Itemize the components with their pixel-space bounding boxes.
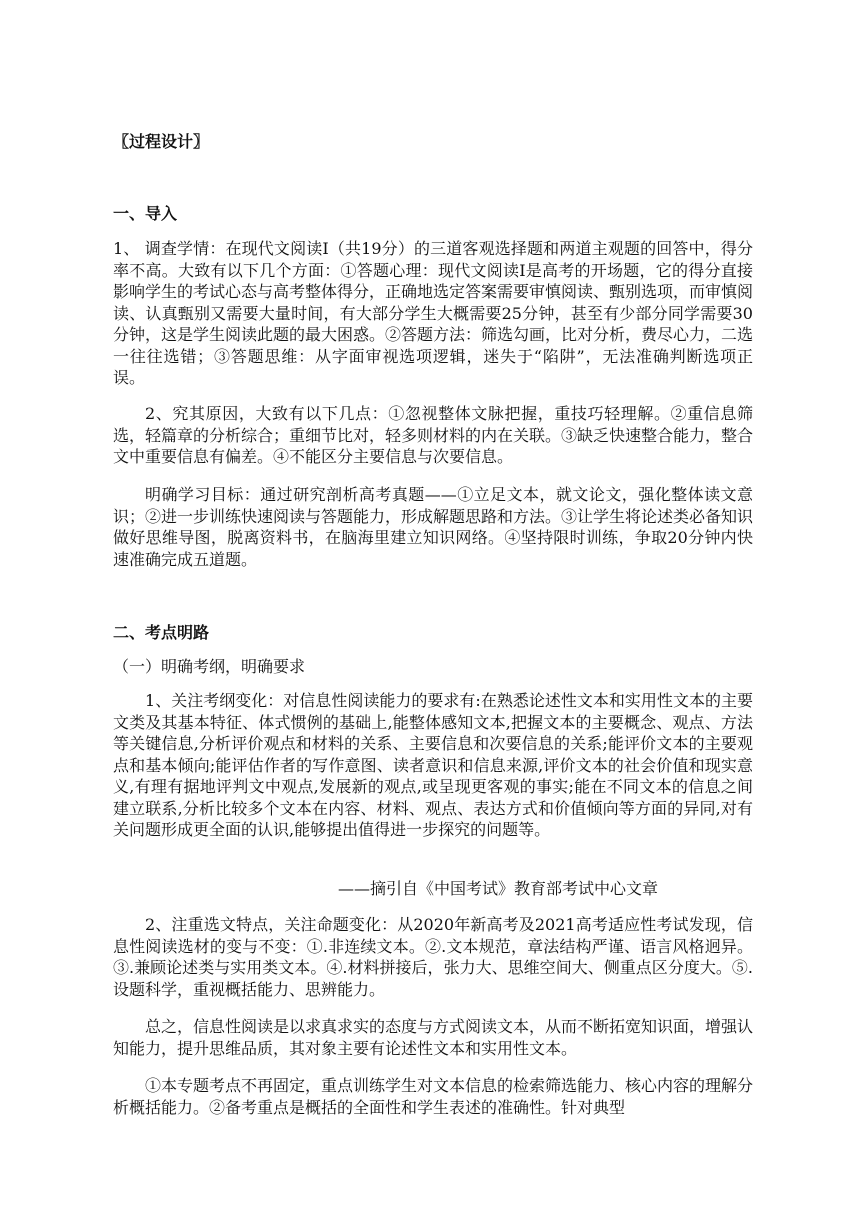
section-title: 〖过程设计〗 (113, 132, 210, 151)
part2-paragraph-1: 1、关注考纲变化：对信息性阅读能力的要求有:在熟悉论述性文本和实用性文本的主要文类及其基本特征、体式惯例的基础上,能整体感知文本,把握文本的主要概念、观点、方法等关键信息,分析评价观点和材料的关系、主要信息和次要信息的关系;能评价文本的主要观点和基本倾向;能评估作者的写作意图、读者意识和信息来源,评价文本的社会价值和现实意义,有理有据地评判文中观点,发展新的观点,或呈现更客观的事实;能在不同文本的信息之间建立联系,分析比较多个文本在内容、材料、观点、表达方式和价值倾向等方面的异同,对有关问题形成更全面的认识,能够提出值得进一步探究的问题等。 (113, 691, 753, 839)
part1-paragraph-2: 2、究其原因，大致有以下几点：①忽视整体文脉把握，重技巧轻理解。②重信息筛选，轻篇章的分析综合；重细节比对，轻多则材料的内在关联。③缺乏快速整合能力，整合文中重要信息有偏差。④不能区分主要信息与次要信息。 (113, 404, 754, 466)
part2-paragraph-3: 总之，信息性阅读是以求真求实的态度与方式阅读文本，从而不断拓宽知识面，增强认知能力，提升思维品质，其对象主要有论述性文本和实用性文本。 (113, 1017, 754, 1058)
part1-heading: 一、导入 (113, 204, 178, 223)
part2-subheading: （一）明确考纲，明确要求 (113, 657, 306, 676)
part2-paragraph-2: 2、注重选文特点，关注命题变化：从2020年新高考及2021高考适应性考试发现，信息性阅读选材的变与不变：①.非连续文本。②.文本规范，章法结构严谨、语言风格迥异。③.兼顾论述类与实用类文本。④.材料拼接后，张力大、思维空间大、侧重点区分度大。⑤.设题科学，重视概括能力、思辨能力。 (113, 915, 753, 999)
citation: ——摘引自《中国考试》教育部考试中心文章 (337, 879, 658, 898)
part2-heading: 二、考点明路 (113, 623, 210, 642)
part2-paragraph-4: ①本专题考点不再固定，重点训练学生对文本信息的检索筛选能力、核心内容的理解分析概括能力。②备考重点是概括的全面性和学生表述的准确性。针对典型 (113, 1076, 754, 1117)
part1-paragraph-1: 1、 调查学情：在现代文阅读Ⅰ（共19分）的三道客观选择题和两道主观题的回答中，得分率不高。大致有以下几个方面：①答题心理：现代文阅读Ⅰ是高考的开场题，它的得分直接影响学生的考试心态与高考整体得分，正确地选定答案需要审慎阅读、甄别选项，而审慎阅读、认真甄别又需要大量时间，有大部分学生大概需要25分钟，甚至有少部分同学需要30分钟，这是学生阅读此题的最大困惑。②答题方法：筛选勾画，比对分析，费尽心力，二选一往往选错；③答题思维：从字面审视选项逻辑，迷失于“陷阱”，无法准确判断选项正误。 (113, 239, 754, 387)
part1-paragraph-3: 明确学习目标：通过研究剖析高考真题——①立足文本，就文论文，强化整体读文意识；②进一步训练快速阅读与答题能力，形成解题思路和方法。③让学生将论述类必备知识做好思维导图，脱离资料书，在脑海里建立知识网络。④坚持限时训练，争取20分钟内快速准确完成五道题。 (113, 485, 754, 569)
